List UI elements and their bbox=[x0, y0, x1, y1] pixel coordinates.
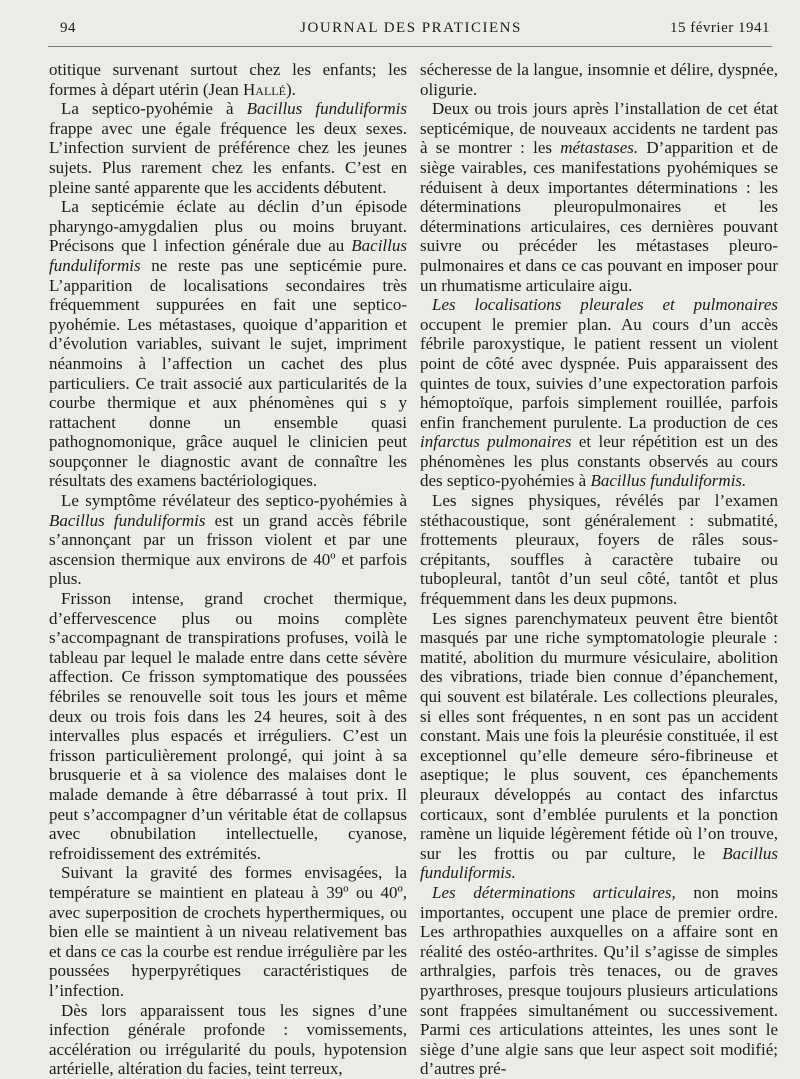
paragraph bbox=[49, 491, 407, 589]
text-run: La septicémie éclate au déclin d’un épisode pharyngo-amygdalien plus ou moins bruyant. Précisons que l infection générale due au bbox=[49, 197, 407, 256]
text-run: et leur répétition est un des phénomènes les plus constants observés au cours des septico-pyohémies à bbox=[420, 432, 778, 491]
issue-date: 15 février 1941 bbox=[670, 20, 770, 36]
italic-text: Bacillus funduliformis bbox=[49, 236, 407, 275]
paragraph bbox=[420, 295, 778, 491]
left-column bbox=[49, 60, 407, 1079]
paragraph bbox=[49, 99, 407, 197]
italic-text: Bacillus funduliformis. bbox=[420, 843, 778, 883]
italic-text: infarctus pulmonaires bbox=[420, 432, 572, 452]
text-run: occupent le premier plan. Au cours d’un accès fébrile paroxystique, le patient ressent un violent point de côté avec dyspnée. Puis apparaissent des quintes de toux, suivies d’une expectoration parfois hémoptoïque, parfois simplement rouillée, parfois enfin franchement purulente. La production de ces bbox=[420, 314, 778, 432]
text-run: otitique survenant surtout chez les enfants; les formes à départ utérin (Jean bbox=[49, 60, 407, 99]
journal-title: JOURNAL DES PRATICIENS bbox=[300, 20, 522, 36]
text-run: ). bbox=[285, 79, 296, 99]
text-run: frappe avec une égale fréquence les deux sexes. L’infection survient de préférence chez les jeunes sujets. Plus rarement chez les enfants. C’est en pleine santé apparente que les accidents débutent. bbox=[49, 118, 407, 197]
paragraph bbox=[420, 99, 778, 295]
italic-text: Les localisations pleurales et pulmonaires bbox=[432, 295, 778, 315]
text-run: non moins importantes, occupent une place de premier ordre. Les arthropathies auxquelles on a affaire sont en réalité des ostéo-arthrites. Qu’il s’agisse de simples arthralgies, parfois très tenaces, ou de graves pyarthroses, presque toujours plusieurs articulations sont frappées simultanément ou successivement. Parmi ces articulations atteintes, les unes sont le siège d’une algie sans que leur aspect soit modifié; d’autres pré- bbox=[420, 882, 778, 1079]
text-run: Les signes physiques, révélés par l’examen stéthacoustique, sont généralement : submatité, frottements pleuraux, foyers de râles sous-crépitants, souffles à caractère tubaire ou tubopleural, tantôt d’un seul côté, tantôt et plus fréquemment dans les deux pupmons. bbox=[420, 491, 778, 609]
page-number: 94 bbox=[60, 20, 76, 36]
paragraph bbox=[49, 197, 407, 491]
text-run: Deux ou trois jours après l’installation de cet état septicémique, de nouveaux accidents ne tardent pas à se montrer : les bbox=[420, 99, 778, 158]
right-column bbox=[420, 60, 778, 1079]
paragraph bbox=[420, 60, 778, 99]
header-rule bbox=[48, 46, 772, 47]
italic-text: Bacillus funduliformis bbox=[49, 510, 206, 530]
paragraph bbox=[49, 1001, 407, 1079]
paragraph bbox=[420, 609, 778, 883]
text-run: Dès lors apparaissent tous les signes d’une infection générale profonde : vomissements, accélération ou irrégularité du pouls, hypotension artérielle, altération du facies, teint terreux, bbox=[49, 1000, 407, 1079]
text-run: La septico-pyohémie à bbox=[61, 99, 247, 119]
paragraph bbox=[420, 491, 778, 609]
paragraph bbox=[49, 589, 407, 863]
paragraph bbox=[49, 60, 407, 99]
italic-text: Bacillus funduliformis. bbox=[590, 471, 747, 491]
paragraph bbox=[49, 863, 407, 1000]
running-header bbox=[52, 20, 770, 42]
text-run: Suivant la gravité des formes envisagées, la température se maintient en plateau à 39º ou 40º, avec superposition de crochets hyperthermiques, ou bien elle se maintient à un niveau relativement bas et dans ce cas la courbe est rendue irrégulière par les poussées hyperpyrétiques caractéristiques de l’infection. bbox=[49, 863, 407, 1000]
paragraph bbox=[420, 883, 778, 1079]
text-run: Les signes parenchymateux peuvent être bientôt masqués par une riche symptomatologie pleurale : matité, abolition du murmure vésiculaire, abolition des vibrations, triade bien connue d’épanchement, qui souvent est bilatérale. Les collections pleurales, si elles sont fréquentes, n en sont pas un accident constant. Mais une fois la pleurésie constituée, il est exceptionnel qu’elle demeure séro-fibrineuse et aseptique; le plus souvent, ces épanchements pleuraux développés au contact des infarctus corticaux, sont d’emblée purulents et la ponction ramène un liquide légèrement fétide où l’on trouve, sur les frottis ou par culture, le bbox=[420, 608, 778, 863]
italic-text: Les déterminations articulaires, bbox=[432, 882, 676, 902]
author-name: Hallé bbox=[243, 79, 286, 99]
text-run: est un grand accès fébrile s’annonçant par un frisson violent et par une ascension thermique aux environs de 40º et parfois plus. bbox=[49, 510, 408, 589]
text-run: Frisson intense, grand crochet thermique, d’effervescence plus ou moins complète s’accompagnant de transpirations profuses, voilà le tableau par lequel le malade entre dans cette sévère affection. Ce frisson symptomatique des poussées fébriles se renouvelle soit tous les jours et même deux ou trois fois dans les 24 heures, soit à des intervalles plus espacés et irréguliers. C’est un frisson particulièrement prolongé, qui joint à sa brusquerie et à sa violence des malaises dont le malade demande à être débarrassé à tout prix. Il peut s’accompagner d’un véritable état de collapsus avec obnubilation intellectuelle, cyanose, refroidissement des extrémités. bbox=[49, 589, 407, 863]
text-run: sécheresse de la langue, insomnie et délire, dyspnée, oligurie. bbox=[420, 60, 778, 99]
text-run: ne reste pas une septicémie pure. L’apparition de localisations secondaires très fréquemment suppurées en fait une septico-pyohémie. Les métastases, quoique d’apparition et d’évolution variables, suivant le sujet, impriment néanmoins à l’affection un cachet des plus particuliers. Ce trait associé aux particularités de la courbe thermique et aux phénomènes qui s y rattachent donne un ensemble quasi pathognomonique, grâce auquel le clinicien peut soupçonner le diagnostic avant de connaître les résultats des examens bactériologiques. bbox=[49, 255, 407, 491]
italic-text: métastases. bbox=[560, 138, 639, 158]
italic-text: Bacillus funduliformis bbox=[246, 99, 407, 119]
text-run: D’apparition et de siège vairables, ces manifestations pyohémiques se réduisent à deux importantes déterminations : les déterminations pleuropulmonaires et les déterminations articulaires, ces dernières pouvant suivre ou précéder les métastases pleuro-pulmonaires et dans ce cas pouvant en imposer pour un rhumatisme articulaire aigu. bbox=[420, 138, 778, 295]
text-run: Le symptôme révélateur des septico-pyohémies à bbox=[61, 491, 407, 511]
